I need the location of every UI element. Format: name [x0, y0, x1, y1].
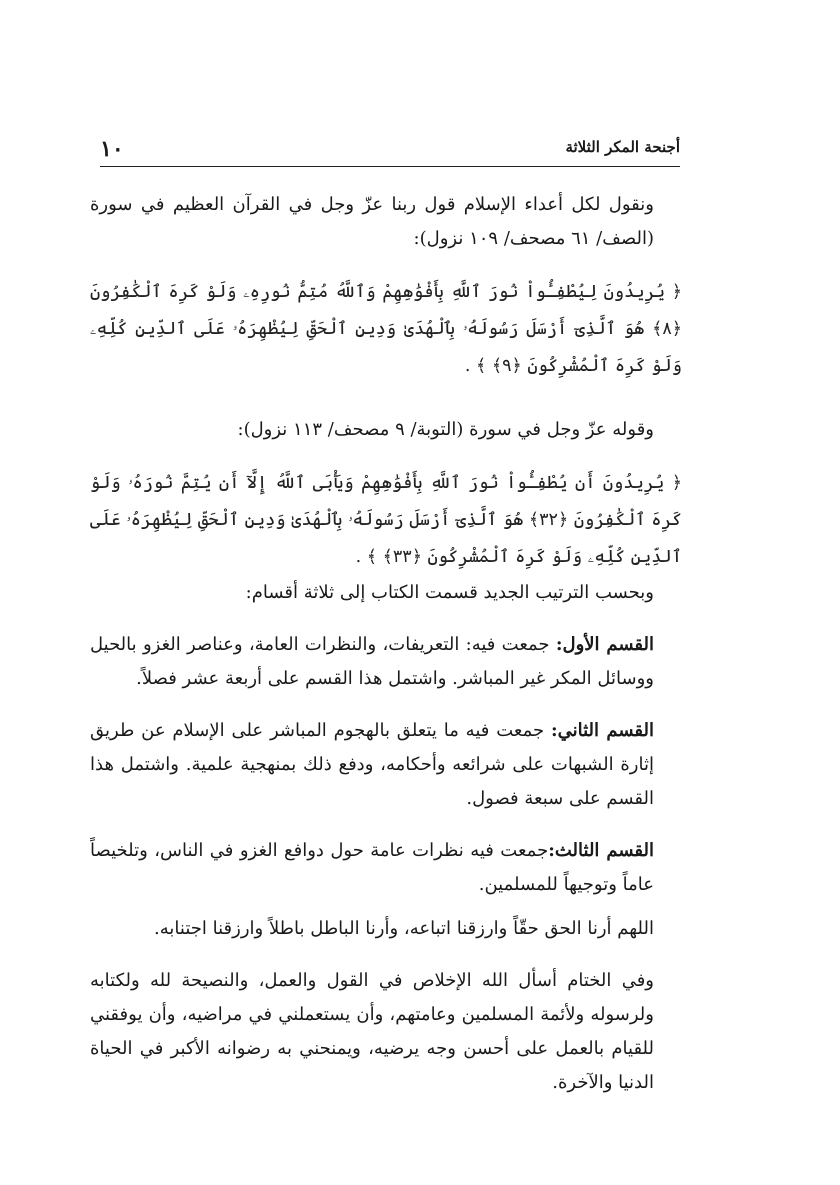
division-paragraph: وبحسب الترتيب الجديد قسمت الكتاب إلى ثلاثة أقسام: [245, 582, 654, 603]
section-3-paragraph [90, 834, 682, 902]
section-1-text: جمعت فيه: التعريفات، والنظرات العامة، وعناصر الغزو بالحيل ووسائل المكر غير المباشر. واشتمل هذا القسم على أربعة عشر فصلاً. [90, 634, 654, 689]
page-body [90, 188, 682, 1100]
section-3-text: جمعت فيه نظرات عامة حول دوافع الغزو في الناس، وتلخيصاً عاماً وتوجيهاً للمسلمين. [90, 840, 654, 895]
quran-verse-2: ﴿ يُرِيدُونَ أَن يُطْفِـُٔواْ نُورَ ٱللَّهِ بِأَفْوَٰهِهِمْ وَيَأْبَى ٱللَّهُ إِلَّآ أَن يُتِمَّ نُورَهُۥ وَلَوْ كَرِهَ ٱلْكَٰفِرُونَ ﴿٣٢﴾ هُوَ ٱلَّذِىٓ أَرْسَلَ رَسُولَهُۥ بِٱلْهُدَىٰ وَدِينِ ٱلْحَقِّ لِيُظْهِرَهُۥ عَلَى ٱلدِّينِ كُلِّهِۦ وَلَوْ كَرِهَ ٱلْمُشْرِكُونَ ﴿٣٣﴾ ﴾ . [90, 473, 683, 567]
section-3-label: القسم الثالث: [548, 840, 655, 861]
page-number: ١٠ [100, 136, 124, 162]
header-rule [100, 166, 680, 167]
section-2-label: القسم الثاني: [550, 720, 654, 741]
intro2-paragraph: وقوله عزّ وجل في سورة (التوبة/ ٩ مصحف/ ١١٣ نزول): [237, 419, 654, 440]
quran-verse-1: ﴿ يُرِيدُونَ لِيُطْفِـُٔواْ نُورَ ٱللَّهِ بِأَفْوَٰهِهِمْ وَٱللَّهُ مُتِمُّ نُورِهِۦ وَلَوْ كَرِهَ ٱلْكَٰفِرُونَ ﴿٨﴾ هُوَ ٱلَّذِىٓ أَرْسَلَ رَسُولَهُۥ بِٱلْهُدَىٰ وَدِينِ ٱلْحَقِّ لِيُظْهِرَهُۥ عَلَى ٱلدِّينِ كُلِّهِۦ وَلَوْ كَرِهَ ٱلْمُشْرِكُونَ ﴿٩﴾ ﴾ . [90, 282, 682, 376]
section-2-text: جمعت فيه ما يتعلق بالهجوم المباشر على الإسلام عن طريق إثارة الشبهات على شرائعه وأحكامه، ودفع ذلك بمنهجية علمية. واشتمل هذا القسم على سبعة فصول. [90, 720, 654, 809]
header-title: أجنحة المكر الثلاثة [565, 138, 680, 156]
section-1-paragraph [90, 628, 682, 696]
closing-paragraph: وفي الختام أسأل الله الإخلاص في القول والعمل، والنصيحة لله ولكتابه ولرسوله ولأئمة المسلمين وعامتهم، وأن يستعملني في مراضيه، وأن يوفقني للقيام بالعمل على أحسن وجه يرضيه، ويمنحني به رضوانه الأكبر في الحياة الدنيا والآخرة. [90, 970, 654, 1093]
running-header [100, 136, 680, 166]
intro-paragraph: ونقول لكل أعداء الإسلام قول ربنا عزّ وجل في القرآن العظيم في سورة (الصف/ ٦١ مصحف/ ١٠٩ نزول): [90, 194, 654, 249]
section-1-label: القسم الأول: [555, 634, 654, 655]
prayer-paragraph: اللهم أرنا الحق حقّاً وارزقنا اتباعه، وأرنا الباطل باطلاً وارزقنا اجتنابه. [154, 918, 654, 939]
section-2-paragraph [90, 714, 682, 816]
